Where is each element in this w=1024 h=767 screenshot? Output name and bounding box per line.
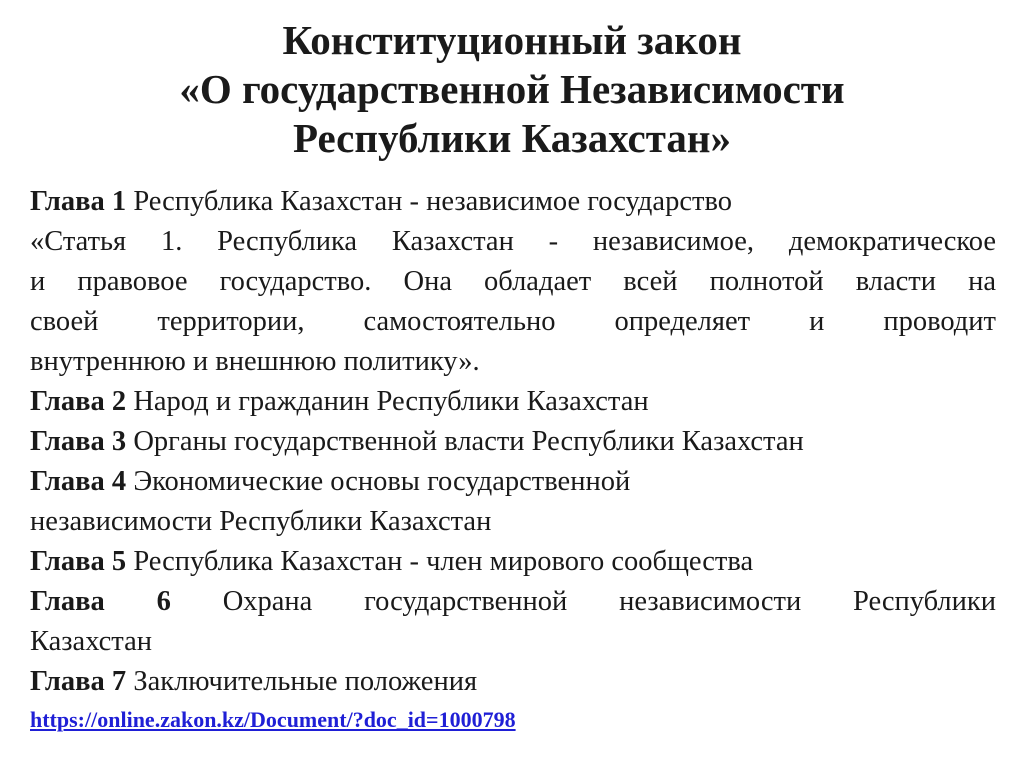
chapter-4-label: Глава 4: [30, 466, 127, 497]
chapter-1: [30, 182, 996, 222]
article-1-line-3: своей территории, самостоятельно определяет и проводит: [30, 306, 996, 337]
chapter-1-label: Глава 1: [30, 186, 127, 217]
chapter-6-label: Глава 6: [30, 586, 171, 617]
article-1-line-4: внутреннюю и внешнюю политику».: [30, 346, 480, 377]
chapter-1-text: Республика Казахстан - независимое государство: [133, 186, 732, 217]
chapter-2-text: Народ и гражданин Республики Казахстан: [133, 386, 649, 417]
chapter-6: [30, 582, 996, 662]
source-link[interactable]: https://online.zakon.kz/Document/?doc_id=1000798: [30, 707, 516, 732]
chapter-3: [30, 422, 996, 462]
page-title: [100, 16, 924, 163]
chapter-5-text: Республика Казахстан - член мирового сообщества: [133, 546, 754, 577]
document-body: [30, 182, 996, 736]
chapter-2-label: Глава 2: [30, 386, 127, 417]
chapter-7-label: Глава 7: [30, 666, 127, 697]
chapter-4-text: Экономические основы государственной: [133, 466, 631, 497]
chapter-5-label: Глава 5: [30, 546, 127, 577]
chapter-4-text-continued: независимости Республики Казахстан: [30, 506, 492, 537]
chapter-2: [30, 382, 996, 422]
title-line-2: «О государственной Независимости: [179, 66, 845, 112]
title-line-3: Республики Казахстан»: [292, 115, 732, 161]
article-1: [30, 222, 996, 382]
article-1-line-1: «Статья 1. Республика Казахстан - независимое, демократическое: [30, 226, 996, 257]
chapter-3-label: Глава 3: [30, 426, 127, 457]
chapter-7-text: Заключительные положения: [133, 666, 478, 697]
chapter-5: [30, 542, 996, 582]
article-1-line-2: и правовое государство. Она обладает всей полнотой власти на: [30, 266, 996, 297]
title-line-1: Конституционный закон: [282, 17, 742, 63]
chapter-6-text-continued: Казахстан: [30, 626, 152, 657]
chapter-7: [30, 662, 996, 702]
chapter-4: [30, 462, 996, 542]
chapter-3-text: Органы государственной власти Республики Казахстан: [133, 426, 804, 457]
chapter-6-text: Охрана государственной независимости Республики: [222, 586, 997, 617]
